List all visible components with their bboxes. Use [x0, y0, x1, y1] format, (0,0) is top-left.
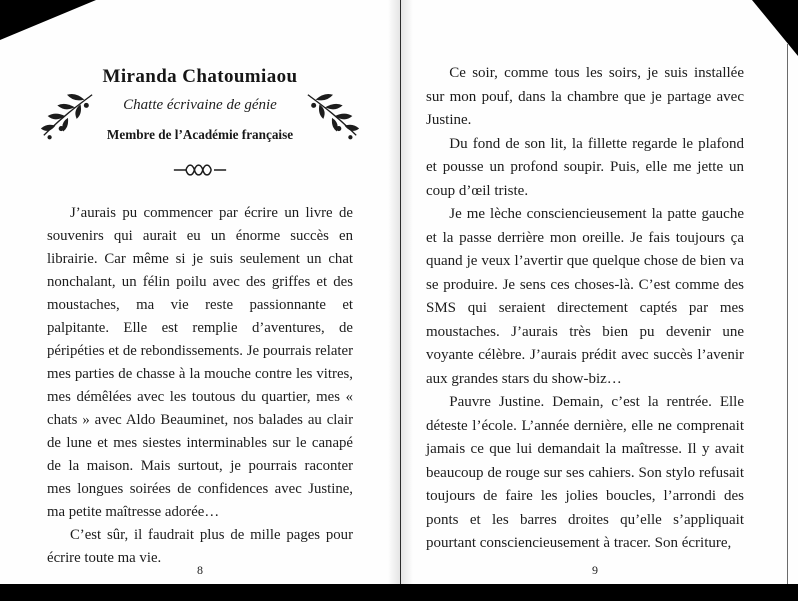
paragraph: C’est sûr, il faudrait plus de mille pages pour écrire toute ma vie. [47, 527, 353, 566]
rope-divider-icon [0, 163, 400, 182]
page-number-left: 8 [197, 563, 203, 577]
paragraph: Du fond de son lit, la fillette regarde le plafond et pousse un profond soupir. Puis, elle me jette un coup d’œil triste. [426, 135, 744, 199]
spine-shadow-right [401, 0, 413, 585]
right-page-text [426, 62, 744, 556]
paragraph: J’aurais pu commencer par écrire un livre de souvenirs qui aurait eu un énorme succès en librairie. Car même si je suis seulement un chat nonchalant, un félin poilu avec des griffes et des moustaches, ma vie reste passionnante et palpitante. Elle est remplie d’aventures, de péripéties et de rebondissements. Je pourrais relater mes parties de chasse à la mouche contre les vitres, mes démêlées avec les toutous du quartier, mes « chats » avec Aldo Beauminet, nos balades au clair de lune et mes siestes interminables sur le canapé de la maison. Mais surtout, je pourrais raconter mes longues soirées de confidences avec Justine, ma petite maîtresse adorée… [47, 205, 353, 520]
page-right [401, 0, 798, 585]
olive-branch-left-icon [38, 88, 96, 144]
page-left [0, 0, 400, 585]
olive-branch-right-icon [304, 88, 362, 144]
page-edge-line [787, 44, 788, 585]
paragraph: Je me lèche consciencieusement la patte gauche et la passe derrière mon oreille. Je fais toujours ça quand je veux l’avertir que quelque chose de bien va se produire. Je sens ces choses-là. C’est comme des SMS qui seraient directement captés par mes moustaches. J’aurais très bien pu devenir une voyante célèbre. J’aurais prédit avec succès l’avenir aux grandes stars du show-biz… [426, 206, 744, 387]
chapter-title: Miranda Chatoumiaou [102, 66, 298, 87]
page-number-right: 9 [592, 563, 598, 577]
paragraph: Ce soir, comme tous les soirs, je suis installée sur mon pouf, dans la chambre que je partage avec Justine. [426, 65, 744, 128]
chapter-affiliation: Membre de l’Académie française [106, 127, 294, 142]
paragraph: Pauvre Justine. Demain, c’est la rentrée. Elle déteste l’école. L’année dernière, elle ne comprenait jamais ce que lui demandait la maîtresse. Il y avait beaucoup de rouge sur ses cahiers. Son stylo refusait toujours de faire les jolies boucles, l’arrondi des ponts et les barres droites qu’elle s’appliquait pourtant consciencieusement à tracer. Son écriture, [426, 394, 744, 551]
spine-shadow-left [388, 0, 400, 585]
background-bottom-strip [0, 584, 798, 601]
chapter-header [0, 0, 400, 182]
chapter-subtitle: Chatte écrivaine de génie [123, 97, 277, 113]
left-page-text [47, 202, 353, 570]
book-spine-line [400, 0, 401, 585]
